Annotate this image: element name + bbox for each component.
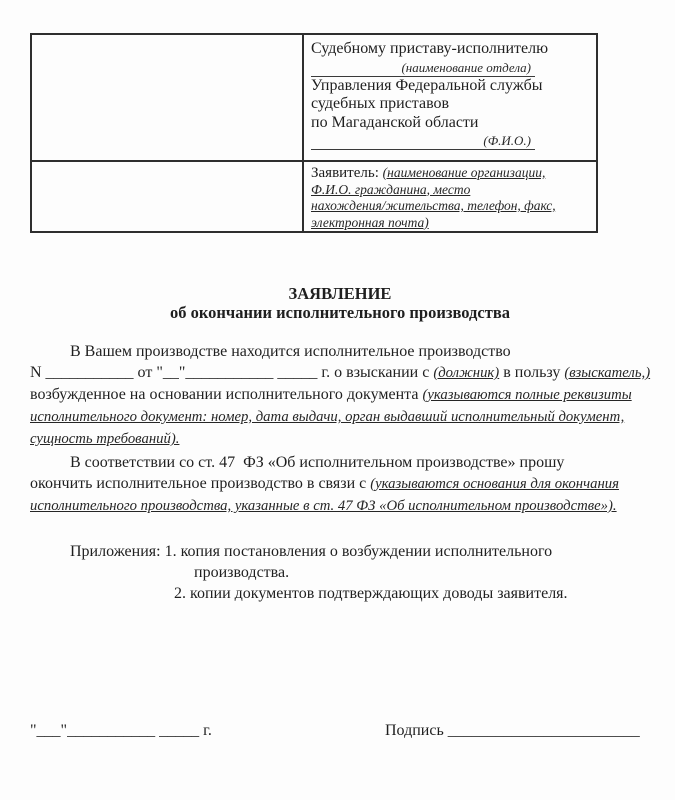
title-line-2: об окончании исполнительного производства — [170, 303, 510, 322]
recipient-cell — [304, 35, 596, 160]
recipient-org-line-3: по Магаданской области — [311, 113, 479, 131]
recipient-org-line-2: судебных приставов — [311, 95, 450, 112]
document-title — [30, 284, 650, 322]
fio-hint-label: (Ф.И.О.) — [483, 133, 531, 148]
paragraph-request: В соответствии со ст. 47 ФЗ «Об исполнительном производстве» прошу окончить исполнительное производство в связи с (указываются основания для окончания исполнительного производства, указанные в ст. 47 ФЗ «Об исполнительном производстве»). — [30, 454, 619, 514]
recipient-org-line-1: Управления Федеральной службы — [311, 76, 543, 94]
department-name-blank — [311, 59, 535, 77]
signature-row — [30, 722, 650, 746]
header-table — [30, 33, 598, 233]
fio-blank — [311, 132, 535, 150]
header-table-empty-cell-top — [32, 35, 304, 160]
title-line-1: ЗАЯВЛЕНИЕ — [288, 284, 392, 303]
signature-label-line: Подпись ________________________ — [385, 722, 640, 739]
date-blank: "___"___________ _____ г. — [30, 722, 212, 739]
recipient-addressee-line: Судебному приставу-исполнителю — [311, 40, 549, 57]
recipient-row — [32, 35, 596, 162]
applicant-cell: Заявитель: (наименование организации, Ф.И.О. гражданина, место нахождения/жительства, телефон, факс, электронная почта) — [311, 165, 556, 230]
attachments-section: Приложения: 1. копия постановления о возбуждении исполнительного производства. 2. копии документов подтверждающих доводы заявителя. — [30, 543, 568, 602]
department-hint-label: (наименование отдела) — [401, 59, 531, 75]
applicant-row — [32, 162, 596, 231]
paragraph-enforcement-production: В Вашем производстве находится исполнительное производство N ___________ от "__"___________ _____ г. о взыскании с (должник) в пользу (взыскатель,) возбужденное на основании исполнительного документа (указываются полные реквизиты исполнительного документ: номер, дата выдачи, орган выдавший исполнительный документ, сущность требований). — [30, 343, 651, 447]
header-table-empty-cell-bottom — [32, 162, 304, 231]
